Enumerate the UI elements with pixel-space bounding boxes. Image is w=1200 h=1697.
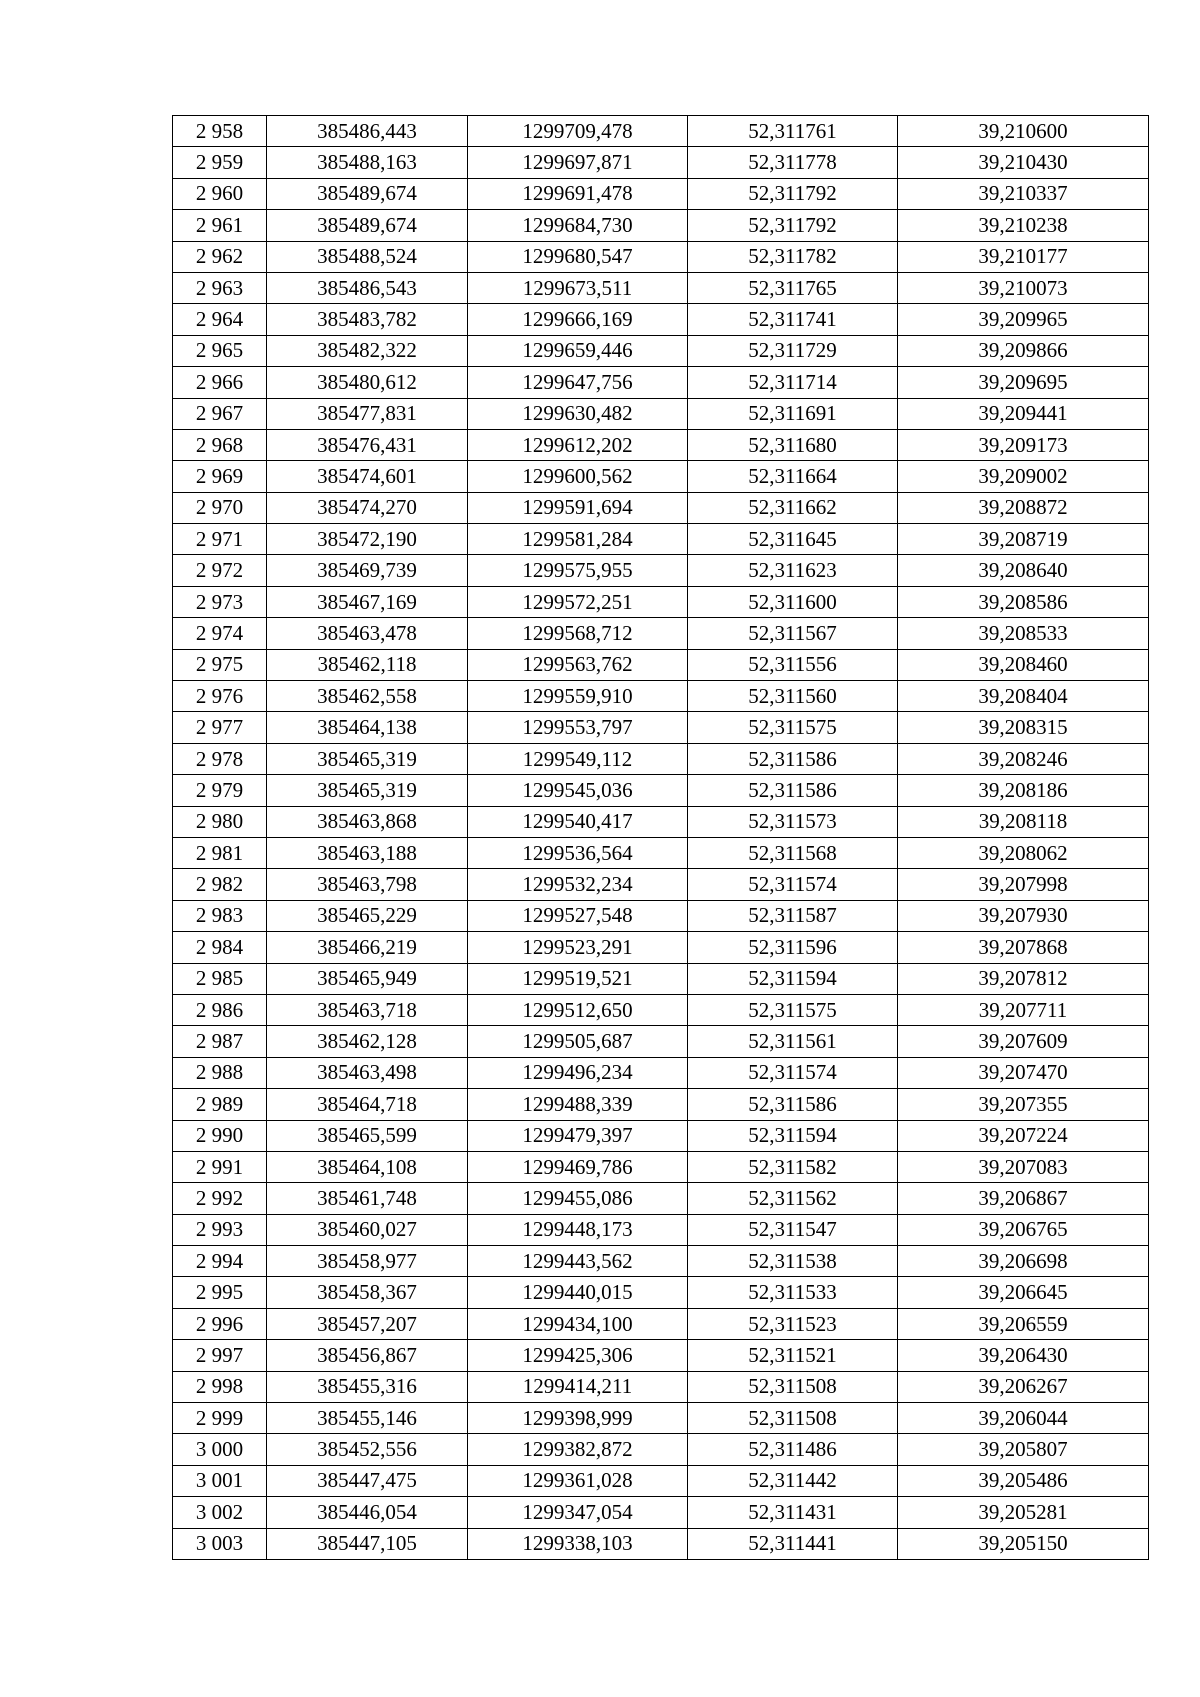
point-number-cell: 2 959 [173, 147, 267, 178]
longitude-cell: 39,206645 [898, 1277, 1149, 1308]
y-coordinate-cell: 1299398,999 [468, 1403, 688, 1434]
y-coordinate-cell: 1299479,397 [468, 1120, 688, 1151]
x-coordinate-cell: 385458,977 [267, 1246, 468, 1277]
x-coordinate-cell: 385464,718 [267, 1089, 468, 1120]
longitude-cell: 39,206765 [898, 1214, 1149, 1245]
longitude-cell: 39,208246 [898, 743, 1149, 774]
point-number-cell: 3 000 [173, 1434, 267, 1465]
table-row [173, 1089, 1149, 1120]
x-coordinate-cell: 385482,322 [267, 335, 468, 366]
table-row [173, 994, 1149, 1025]
table-row [173, 1151, 1149, 1182]
y-coordinate-cell: 1299691,478 [468, 178, 688, 209]
y-coordinate-cell: 1299545,036 [468, 775, 688, 806]
point-number-cell: 2 967 [173, 398, 267, 429]
point-number-cell: 2 983 [173, 900, 267, 931]
x-coordinate-cell: 385465,319 [267, 775, 468, 806]
longitude-cell: 39,208315 [898, 712, 1149, 743]
latitude-cell: 52,311561 [688, 1026, 898, 1057]
table-row [173, 492, 1149, 523]
point-number-cell: 2 992 [173, 1183, 267, 1214]
longitude-cell: 39,206559 [898, 1308, 1149, 1339]
latitude-cell: 52,311521 [688, 1340, 898, 1371]
y-coordinate-cell: 1299709,478 [468, 116, 688, 147]
longitude-cell: 39,210600 [898, 116, 1149, 147]
table-row [173, 429, 1149, 460]
y-coordinate-cell: 1299414,211 [468, 1371, 688, 1402]
table-row [173, 1120, 1149, 1151]
latitude-cell: 52,311782 [688, 241, 898, 272]
x-coordinate-cell: 385483,782 [267, 304, 468, 335]
point-number-cell: 3 003 [173, 1528, 267, 1559]
point-number-cell: 2 985 [173, 963, 267, 994]
point-number-cell: 2 969 [173, 461, 267, 492]
y-coordinate-cell: 1299549,112 [468, 743, 688, 774]
longitude-cell: 39,207224 [898, 1120, 1149, 1151]
table-row [173, 1214, 1149, 1245]
y-coordinate-cell: 1299382,872 [468, 1434, 688, 1465]
latitude-cell: 52,311594 [688, 1120, 898, 1151]
y-coordinate-cell: 1299455,086 [468, 1183, 688, 1214]
y-coordinate-cell: 1299612,202 [468, 429, 688, 460]
point-number-cell: 2 997 [173, 1340, 267, 1371]
latitude-cell: 52,311586 [688, 775, 898, 806]
point-number-cell: 2 958 [173, 116, 267, 147]
table-row [173, 524, 1149, 555]
x-coordinate-cell: 385461,748 [267, 1183, 468, 1214]
x-coordinate-cell: 385462,558 [267, 681, 468, 712]
point-number-cell: 2 976 [173, 681, 267, 712]
y-coordinate-cell: 1299553,797 [468, 712, 688, 743]
point-number-cell: 2 980 [173, 806, 267, 837]
x-coordinate-cell: 385486,543 [267, 272, 468, 303]
table-row [173, 806, 1149, 837]
point-number-cell: 2 971 [173, 524, 267, 555]
x-coordinate-cell: 385465,599 [267, 1120, 468, 1151]
y-coordinate-cell: 1299559,910 [468, 681, 688, 712]
coordinates-table-body [173, 116, 1149, 1560]
x-coordinate-cell: 385488,524 [267, 241, 468, 272]
longitude-cell: 39,208186 [898, 775, 1149, 806]
y-coordinate-cell: 1299519,521 [468, 963, 688, 994]
latitude-cell: 52,311575 [688, 994, 898, 1025]
table-row [173, 461, 1149, 492]
table-row [173, 586, 1149, 617]
y-coordinate-cell: 1299563,762 [468, 649, 688, 680]
point-number-cell: 2 960 [173, 178, 267, 209]
table-row [173, 1277, 1149, 1308]
point-number-cell: 2 977 [173, 712, 267, 743]
y-coordinate-cell: 1299523,291 [468, 932, 688, 963]
point-number-cell: 2 995 [173, 1277, 267, 1308]
point-number-cell: 2 988 [173, 1057, 267, 1088]
x-coordinate-cell: 385463,798 [267, 869, 468, 900]
latitude-cell: 52,311575 [688, 712, 898, 743]
longitude-cell: 39,206044 [898, 1403, 1149, 1434]
latitude-cell: 52,311582 [688, 1151, 898, 1182]
x-coordinate-cell: 385489,674 [267, 178, 468, 209]
latitude-cell: 52,311623 [688, 555, 898, 586]
point-number-cell: 2 963 [173, 272, 267, 303]
point-number-cell: 2 998 [173, 1371, 267, 1402]
longitude-cell: 39,209002 [898, 461, 1149, 492]
table-row [173, 304, 1149, 335]
x-coordinate-cell: 385489,674 [267, 210, 468, 241]
latitude-cell: 52,311714 [688, 367, 898, 398]
point-number-cell: 2 962 [173, 241, 267, 272]
y-coordinate-cell: 1299527,548 [468, 900, 688, 931]
y-coordinate-cell: 1299600,562 [468, 461, 688, 492]
x-coordinate-cell: 385463,868 [267, 806, 468, 837]
x-coordinate-cell: 385474,601 [267, 461, 468, 492]
latitude-cell: 52,311586 [688, 743, 898, 774]
point-number-cell: 2 987 [173, 1026, 267, 1057]
x-coordinate-cell: 385460,027 [267, 1214, 468, 1245]
latitude-cell: 52,311523 [688, 1308, 898, 1339]
table-row [173, 367, 1149, 398]
y-coordinate-cell: 1299488,339 [468, 1089, 688, 1120]
x-coordinate-cell: 385455,146 [267, 1403, 468, 1434]
coordinates-table [172, 115, 1149, 1560]
latitude-cell: 52,311664 [688, 461, 898, 492]
x-coordinate-cell: 385465,319 [267, 743, 468, 774]
table-row [173, 1308, 1149, 1339]
latitude-cell: 52,311778 [688, 147, 898, 178]
table-row [173, 398, 1149, 429]
y-coordinate-cell: 1299572,251 [468, 586, 688, 617]
latitude-cell: 52,311442 [688, 1465, 898, 1496]
table-row [173, 775, 1149, 806]
latitude-cell: 52,311508 [688, 1403, 898, 1434]
x-coordinate-cell: 385458,367 [267, 1277, 468, 1308]
latitude-cell: 52,311594 [688, 963, 898, 994]
table-row [173, 1026, 1149, 1057]
y-coordinate-cell: 1299581,284 [468, 524, 688, 555]
y-coordinate-cell: 1299443,562 [468, 1246, 688, 1277]
longitude-cell: 39,208640 [898, 555, 1149, 586]
y-coordinate-cell: 1299575,955 [468, 555, 688, 586]
point-number-cell: 2 981 [173, 837, 267, 868]
y-coordinate-cell: 1299647,756 [468, 367, 688, 398]
longitude-cell: 39,209173 [898, 429, 1149, 460]
point-number-cell: 2 975 [173, 649, 267, 680]
y-coordinate-cell: 1299347,054 [468, 1497, 688, 1528]
latitude-cell: 52,311547 [688, 1214, 898, 1245]
point-number-cell: 2 973 [173, 586, 267, 617]
latitude-cell: 52,311761 [688, 116, 898, 147]
point-number-cell: 2 994 [173, 1246, 267, 1277]
table-row [173, 335, 1149, 366]
longitude-cell: 39,209866 [898, 335, 1149, 366]
y-coordinate-cell: 1299448,173 [468, 1214, 688, 1245]
table-row [173, 963, 1149, 994]
y-coordinate-cell: 1299361,028 [468, 1465, 688, 1496]
longitude-cell: 39,207998 [898, 869, 1149, 900]
point-number-cell: 2 993 [173, 1214, 267, 1245]
table-row [173, 272, 1149, 303]
latitude-cell: 52,311562 [688, 1183, 898, 1214]
longitude-cell: 39,207470 [898, 1057, 1149, 1088]
y-coordinate-cell: 1299338,103 [468, 1528, 688, 1559]
longitude-cell: 39,208404 [898, 681, 1149, 712]
x-coordinate-cell: 385457,207 [267, 1308, 468, 1339]
x-coordinate-cell: 385488,163 [267, 147, 468, 178]
point-number-cell: 3 001 [173, 1465, 267, 1496]
latitude-cell: 52,311765 [688, 272, 898, 303]
point-number-cell: 2 968 [173, 429, 267, 460]
table-row [173, 1403, 1149, 1434]
point-number-cell: 2 982 [173, 869, 267, 900]
latitude-cell: 52,311729 [688, 335, 898, 366]
point-number-cell: 3 002 [173, 1497, 267, 1528]
table-row [173, 681, 1149, 712]
point-number-cell: 2 966 [173, 367, 267, 398]
y-coordinate-cell: 1299568,712 [468, 618, 688, 649]
point-number-cell: 2 970 [173, 492, 267, 523]
latitude-cell: 52,311792 [688, 178, 898, 209]
x-coordinate-cell: 385486,443 [267, 116, 468, 147]
x-coordinate-cell: 385463,188 [267, 837, 468, 868]
latitude-cell: 52,311538 [688, 1246, 898, 1277]
latitude-cell: 52,311431 [688, 1497, 898, 1528]
table-row [173, 712, 1149, 743]
point-number-cell: 2 986 [173, 994, 267, 1025]
y-coordinate-cell: 1299659,446 [468, 335, 688, 366]
y-coordinate-cell: 1299512,650 [468, 994, 688, 1025]
table-row [173, 900, 1149, 931]
latitude-cell: 52,311645 [688, 524, 898, 555]
longitude-cell: 39,207609 [898, 1026, 1149, 1057]
point-number-cell: 2 984 [173, 932, 267, 963]
point-number-cell: 2 991 [173, 1151, 267, 1182]
longitude-cell: 39,210430 [898, 147, 1149, 178]
x-coordinate-cell: 385447,475 [267, 1465, 468, 1496]
longitude-cell: 39,209441 [898, 398, 1149, 429]
longitude-cell: 39,208118 [898, 806, 1149, 837]
point-number-cell: 2 999 [173, 1403, 267, 1434]
table-row [173, 649, 1149, 680]
table-row [173, 618, 1149, 649]
point-number-cell: 2 978 [173, 743, 267, 774]
latitude-cell: 52,311691 [688, 398, 898, 429]
x-coordinate-cell: 385474,270 [267, 492, 468, 523]
longitude-cell: 39,206867 [898, 1183, 1149, 1214]
y-coordinate-cell: 1299697,871 [468, 147, 688, 178]
x-coordinate-cell: 385464,108 [267, 1151, 468, 1182]
longitude-cell: 39,207355 [898, 1089, 1149, 1120]
table-row [173, 147, 1149, 178]
y-coordinate-cell: 1299684,730 [468, 210, 688, 241]
x-coordinate-cell: 385463,718 [267, 994, 468, 1025]
longitude-cell: 39,209965 [898, 304, 1149, 335]
latitude-cell: 52,311533 [688, 1277, 898, 1308]
table-row [173, 1528, 1149, 1559]
y-coordinate-cell: 1299591,694 [468, 492, 688, 523]
longitude-cell: 39,208719 [898, 524, 1149, 555]
point-number-cell: 2 990 [173, 1120, 267, 1151]
x-coordinate-cell: 385480,612 [267, 367, 468, 398]
table-row [173, 1371, 1149, 1402]
table-row [173, 743, 1149, 774]
latitude-cell: 52,311792 [688, 210, 898, 241]
longitude-cell: 39,207083 [898, 1151, 1149, 1182]
latitude-cell: 52,311600 [688, 586, 898, 617]
latitude-cell: 52,311556 [688, 649, 898, 680]
y-coordinate-cell: 1299680,547 [468, 241, 688, 272]
point-number-cell: 2 974 [173, 618, 267, 649]
y-coordinate-cell: 1299440,015 [468, 1277, 688, 1308]
point-number-cell: 2 972 [173, 555, 267, 586]
x-coordinate-cell: 385472,190 [267, 524, 468, 555]
x-coordinate-cell: 385452,556 [267, 1434, 468, 1465]
latitude-cell: 52,311560 [688, 681, 898, 712]
latitude-cell: 52,311596 [688, 932, 898, 963]
latitude-cell: 52,311680 [688, 429, 898, 460]
y-coordinate-cell: 1299630,482 [468, 398, 688, 429]
y-coordinate-cell: 1299673,511 [468, 272, 688, 303]
table-row [173, 837, 1149, 868]
table-row [173, 1497, 1149, 1528]
longitude-cell: 39,205807 [898, 1434, 1149, 1465]
x-coordinate-cell: 385465,949 [267, 963, 468, 994]
y-coordinate-cell: 1299505,687 [468, 1026, 688, 1057]
longitude-cell: 39,208586 [898, 586, 1149, 617]
point-number-cell: 2 989 [173, 1089, 267, 1120]
point-number-cell: 2 961 [173, 210, 267, 241]
table-row [173, 869, 1149, 900]
longitude-cell: 39,208062 [898, 837, 1149, 868]
point-number-cell: 2 996 [173, 1308, 267, 1339]
table-row [173, 1465, 1149, 1496]
longitude-cell: 39,210337 [898, 178, 1149, 209]
point-number-cell: 2 965 [173, 335, 267, 366]
y-coordinate-cell: 1299536,564 [468, 837, 688, 868]
latitude-cell: 52,311662 [688, 492, 898, 523]
longitude-cell: 39,207868 [898, 932, 1149, 963]
latitude-cell: 52,311486 [688, 1434, 898, 1465]
longitude-cell: 39,206267 [898, 1371, 1149, 1402]
x-coordinate-cell: 385469,739 [267, 555, 468, 586]
y-coordinate-cell: 1299540,417 [468, 806, 688, 837]
latitude-cell: 52,311574 [688, 869, 898, 900]
table-row [173, 178, 1149, 209]
table-row [173, 1246, 1149, 1277]
latitude-cell: 52,311574 [688, 1057, 898, 1088]
longitude-cell: 39,208872 [898, 492, 1149, 523]
x-coordinate-cell: 385476,431 [267, 429, 468, 460]
x-coordinate-cell: 385462,118 [267, 649, 468, 680]
longitude-cell: 39,210238 [898, 210, 1149, 241]
x-coordinate-cell: 385456,867 [267, 1340, 468, 1371]
y-coordinate-cell: 1299532,234 [468, 869, 688, 900]
latitude-cell: 52,311586 [688, 1089, 898, 1120]
longitude-cell: 39,208460 [898, 649, 1149, 680]
x-coordinate-cell: 385477,831 [267, 398, 468, 429]
table-row [173, 116, 1149, 147]
longitude-cell: 39,207930 [898, 900, 1149, 931]
x-coordinate-cell: 385463,478 [267, 618, 468, 649]
latitude-cell: 52,311441 [688, 1528, 898, 1559]
x-coordinate-cell: 385463,498 [267, 1057, 468, 1088]
longitude-cell: 39,210073 [898, 272, 1149, 303]
point-number-cell: 2 979 [173, 775, 267, 806]
point-number-cell: 2 964 [173, 304, 267, 335]
longitude-cell: 39,205486 [898, 1465, 1149, 1496]
y-coordinate-cell: 1299496,234 [468, 1057, 688, 1088]
latitude-cell: 52,311573 [688, 806, 898, 837]
table-row [173, 1434, 1149, 1465]
x-coordinate-cell: 385467,169 [267, 586, 468, 617]
x-coordinate-cell: 385465,229 [267, 900, 468, 931]
table-row [173, 1057, 1149, 1088]
x-coordinate-cell: 385462,128 [267, 1026, 468, 1057]
table-row [173, 555, 1149, 586]
y-coordinate-cell: 1299425,306 [468, 1340, 688, 1371]
latitude-cell: 52,311508 [688, 1371, 898, 1402]
longitude-cell: 39,207711 [898, 994, 1149, 1025]
longitude-cell: 39,210177 [898, 241, 1149, 272]
table-row [173, 210, 1149, 241]
latitude-cell: 52,311568 [688, 837, 898, 868]
x-coordinate-cell: 385446,054 [267, 1497, 468, 1528]
x-coordinate-cell: 385466,219 [267, 932, 468, 963]
y-coordinate-cell: 1299434,100 [468, 1308, 688, 1339]
x-coordinate-cell: 385464,138 [267, 712, 468, 743]
longitude-cell: 39,206430 [898, 1340, 1149, 1371]
x-coordinate-cell: 385455,316 [267, 1371, 468, 1402]
y-coordinate-cell: 1299666,169 [468, 304, 688, 335]
table-row [173, 241, 1149, 272]
y-coordinate-cell: 1299469,786 [468, 1151, 688, 1182]
table-row [173, 1340, 1149, 1371]
longitude-cell: 39,209695 [898, 367, 1149, 398]
latitude-cell: 52,311587 [688, 900, 898, 931]
longitude-cell: 39,207812 [898, 963, 1149, 994]
table-row [173, 932, 1149, 963]
longitude-cell: 39,206698 [898, 1246, 1149, 1277]
x-coordinate-cell: 385447,105 [267, 1528, 468, 1559]
longitude-cell: 39,205281 [898, 1497, 1149, 1528]
latitude-cell: 52,311741 [688, 304, 898, 335]
longitude-cell: 39,208533 [898, 618, 1149, 649]
longitude-cell: 39,205150 [898, 1528, 1149, 1559]
latitude-cell: 52,311567 [688, 618, 898, 649]
table-row [173, 1183, 1149, 1214]
